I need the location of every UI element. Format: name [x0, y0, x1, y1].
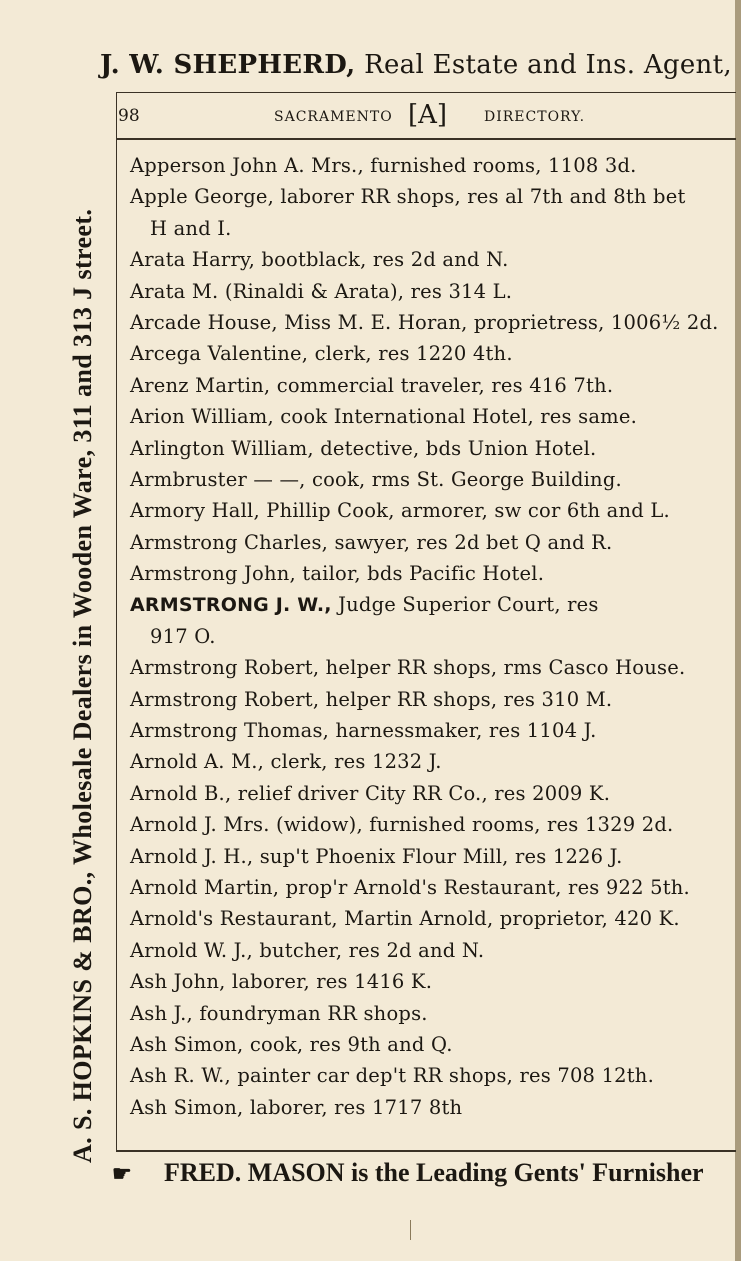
entry-text: Arnold J. H., sup't Phoenix Flour Mill, res 1226 J.	[130, 844, 623, 868]
entry-text: Ash Simon, laborer, res 1717 8th	[130, 1095, 463, 1119]
entry-text: Armory Hall, Phillip Cook, armorer, sw cor 6th and L.	[130, 499, 670, 523]
frame-left-rule	[116, 92, 117, 1152]
directory-entry	[130, 307, 730, 338]
directory-entry	[130, 652, 730, 683]
running-head-city: SACRAMENTO	[274, 109, 393, 125]
directory-entry	[130, 1092, 730, 1123]
frame-bottom-rule	[116, 1150, 736, 1152]
pointing-hand-icon: ☛	[112, 1161, 130, 1186]
advertiser-name: J. W. SHEPHERD,	[100, 50, 356, 80]
directory-entry	[130, 841, 730, 872]
print-mark	[410, 1220, 411, 1240]
entry-text: Arion William, cook International Hotel, res same.	[130, 405, 637, 429]
entry-bold-name: ARMSTRONG J. W.,	[130, 594, 332, 617]
running-head-directory: DIRECTORY.	[484, 109, 586, 125]
directory-entry	[130, 872, 730, 903]
directory-entry	[130, 181, 730, 212]
top-advertisement-banner	[100, 50, 740, 90]
directory-entry-continuation	[130, 213, 730, 244]
entry-text: Ash Simon, cook, res 9th and Q.	[130, 1032, 453, 1056]
entry-text: Arnold A. M., clerk, res 1232 J.	[130, 750, 442, 774]
entry-text: Apperson John A. Mrs., furnished rooms, 1108 3d.	[130, 154, 637, 177]
entry-text: Armstrong John, tailor, bds Pacific Hotel.	[130, 562, 545, 586]
directory-entry	[130, 558, 730, 589]
entry-text: Arnold's Restaurant, Martin Arnold, proprietor, 420 K.	[130, 907, 680, 931]
header-rule	[116, 138, 736, 140]
entry-text: Arnold B., relief driver City RR Co., res 2009 K.	[130, 781, 611, 805]
bottom-advertisement-banner	[112, 1158, 737, 1196]
entry-text: Ash R. W., painter car dep't RR shops, res 708 12th.	[130, 1064, 654, 1088]
entry-text: 917 O.	[150, 624, 216, 648]
entry-text: Arcade House, Miss M. E. Horan, proprietress, 1006½ 2d.	[130, 310, 719, 334]
entry-text: Ash John, laborer, res 1416 K.	[130, 970, 433, 994]
directory-entry	[130, 276, 730, 307]
entry-text: Armstrong Robert, helper RR shops, rms Casco House.	[130, 656, 686, 680]
directory-entry	[130, 998, 730, 1029]
page-number: 98	[118, 106, 140, 126]
directory-entry	[130, 966, 730, 997]
side-advertisement-banner: A. S. HOPKINS & BRO., Wholesale Dealers in Wooden Ware, 311 and 313 J street.	[68, 208, 97, 1163]
directory-entry	[130, 527, 730, 558]
directory-entry	[130, 401, 730, 432]
directory-entry	[130, 903, 730, 934]
directory-entry	[130, 935, 730, 966]
entry-text: Armstrong Thomas, harnessmaker, res 1104 J.	[130, 719, 597, 743]
entry-text: Arata M. (Rinaldi & Arata), res 314 L.	[130, 279, 513, 303]
directory-entry	[130, 150, 730, 181]
directory-entry	[130, 746, 730, 777]
directory-entry	[130, 244, 730, 275]
entry-text: Arcega Valentine, clerk, res 1220 4th.	[130, 342, 513, 366]
entry-text: Arnold W. J., butcher, res 2d and N.	[130, 938, 485, 962]
page-edge	[735, 0, 741, 1261]
entry-text: Judge Superior Court, res	[331, 593, 599, 617]
directory-entry	[130, 684, 730, 715]
entry-text: Arnold J. Mrs. (widow), furnished rooms, res 1329 2d.	[130, 813, 674, 837]
directory-entry-continuation	[130, 621, 730, 652]
entry-text: Arnold Martin, prop'r Arnold's Restaurant, res 922 5th.	[130, 875, 690, 899]
running-head	[118, 102, 718, 132]
directory-entry	[130, 1029, 730, 1060]
entry-text: Arenz Martin, commercial traveler, res 416 7th.	[130, 373, 614, 397]
entry-text: Armbruster — —, cook, rms St. George Building.	[130, 467, 622, 491]
directory-entry	[130, 433, 730, 464]
directory-entry	[130, 1060, 730, 1091]
directory-entry	[130, 778, 730, 809]
entry-text: Apple George, laborer RR shops, res al 7th and 8th bet	[130, 185, 686, 209]
entry-text: Arata Harry, bootblack, res 2d and N.	[130, 248, 509, 272]
entry-text: Arlington William, detective, bds Union Hotel.	[130, 436, 597, 460]
frame-top-rule	[116, 92, 736, 93]
directory-entry	[130, 495, 730, 526]
directory-entry	[130, 464, 730, 495]
directory-entry	[130, 338, 730, 369]
directory-entry	[130, 589, 730, 620]
bottom-advertisement-text: FRED. MASON is the Leading Gents' Furnisher	[164, 1158, 704, 1187]
entry-text: Armstrong Robert, helper RR shops, res 310 M.	[130, 687, 613, 711]
advertiser-business: Real Estate and Ins. Agent,	[364, 50, 732, 80]
entry-text: Ash J., foundryman RR shops.	[130, 1001, 428, 1025]
entry-text: H and I.	[150, 216, 232, 240]
running-head-letter: [A]	[408, 100, 448, 130]
entry-text: Armstrong Charles, sawyer, res 2d bet Q and R.	[130, 530, 613, 554]
directory-entries	[130, 150, 730, 1123]
directory-entry	[130, 809, 730, 840]
directory-entry	[130, 370, 730, 401]
directory-entry	[130, 715, 730, 746]
